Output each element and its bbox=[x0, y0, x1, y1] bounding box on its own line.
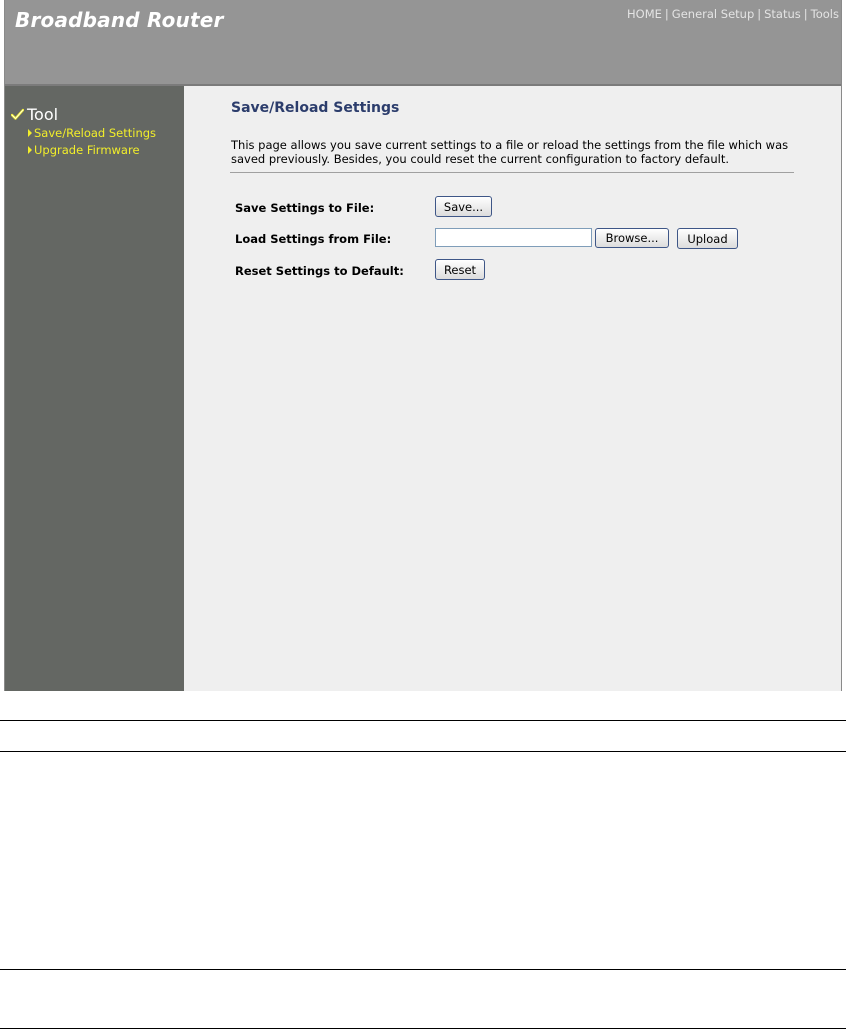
sidebar-section-label: Tool bbox=[27, 105, 59, 124]
page-description: This page allows you save current settings to a file or reload the settings from the file which was saved previously. Besides, you could reset the current configuration to factory default. bbox=[231, 138, 789, 166]
brand-title: Broadband Router bbox=[15, 8, 224, 32]
save-button[interactable]: Save... bbox=[435, 196, 492, 217]
sidebar-item-save-reload[interactable] bbox=[28, 126, 156, 140]
sidebar-section-tool[interactable] bbox=[11, 105, 58, 124]
triangle-bullet-icon bbox=[28, 129, 32, 137]
checkmark-icon bbox=[11, 108, 24, 121]
page-title: Save/Reload Settings bbox=[231, 100, 400, 116]
load-settings-label: Load Settings from File: bbox=[235, 232, 392, 246]
sidebar-item-label: Upgrade Firmware bbox=[34, 143, 140, 157]
divider bbox=[230, 172, 794, 173]
sidebar-item-upgrade-firmware[interactable] bbox=[28, 143, 140, 157]
header-bar bbox=[5, 0, 841, 86]
table-rule bbox=[0, 720, 846, 721]
nav-separator: | bbox=[803, 7, 808, 21]
top-nav bbox=[627, 7, 839, 21]
nav-general-setup-link[interactable]: General Setup bbox=[671, 7, 755, 21]
browse-button[interactable]: Browse... bbox=[595, 228, 669, 248]
reset-button[interactable]: Reset bbox=[435, 259, 485, 280]
nav-status-link[interactable]: Status bbox=[764, 7, 801, 21]
content-panel bbox=[184, 86, 841, 691]
sidebar bbox=[5, 86, 184, 691]
sidebar-item-label: Save/Reload Settings bbox=[34, 126, 157, 140]
save-settings-label: Save Settings to File: bbox=[235, 201, 375, 215]
upload-button[interactable]: Upload bbox=[677, 228, 738, 249]
nav-separator: | bbox=[664, 7, 669, 21]
triangle-bullet-icon bbox=[28, 146, 32, 154]
nav-tools-link[interactable]: Tools bbox=[810, 7, 839, 21]
nav-home-link[interactable]: HOME bbox=[627, 7, 662, 21]
reset-settings-label: Reset Settings to Default: bbox=[235, 264, 404, 278]
table-rule bbox=[0, 751, 846, 752]
file-path-input[interactable] bbox=[435, 228, 592, 247]
nav-separator: | bbox=[757, 7, 762, 21]
table-rule bbox=[0, 969, 846, 970]
table-rule bbox=[0, 1028, 846, 1029]
